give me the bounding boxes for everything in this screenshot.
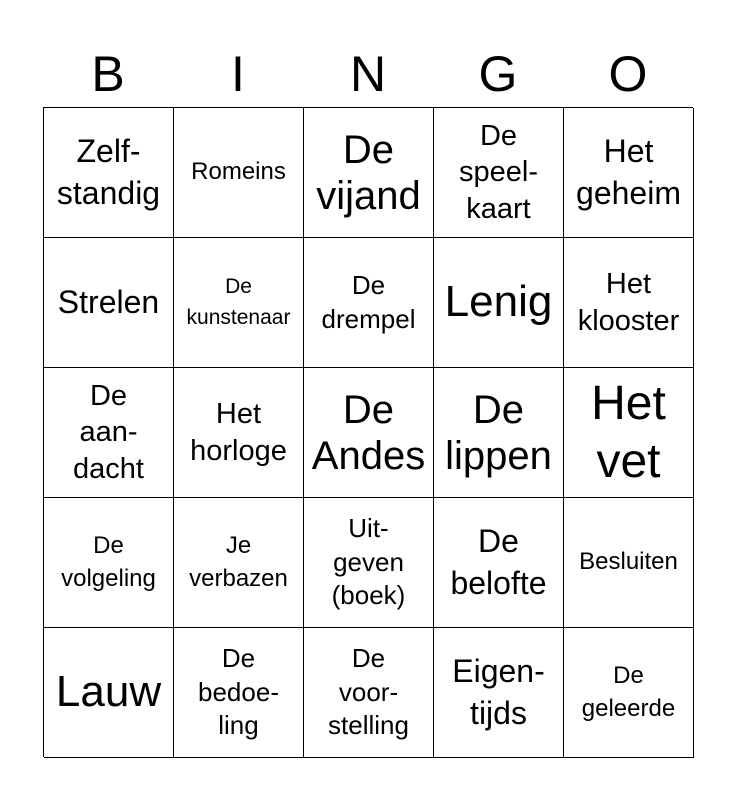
bingo-cell[interactable]: [564, 628, 694, 758]
cell-text: Het vet: [591, 376, 666, 488]
bingo-cell[interactable]: [304, 238, 434, 368]
bingo-cell[interactable]: [434, 498, 564, 628]
cell-text: Eigen- tijds: [452, 652, 545, 731]
header-letter-i: I: [231, 46, 245, 102]
bingo-cell[interactable]: [44, 628, 174, 758]
header-letter-g: G: [478, 46, 518, 102]
cell-text: De belofte: [450, 522, 547, 601]
cell-text: Het horloge: [190, 398, 287, 467]
cell-text: Besluiten: [579, 548, 678, 576]
bingo-cell[interactable]: [174, 628, 304, 758]
bingo-cell[interactable]: [44, 498, 174, 628]
bingo-cell[interactable]: [434, 108, 564, 238]
bingo-header: [43, 44, 693, 104]
header-letter-n: N: [349, 46, 387, 102]
cell-text: De Andes: [311, 387, 426, 478]
bingo-cell[interactable]: [434, 238, 564, 368]
bingo-cell[interactable]: [304, 498, 434, 628]
bingo-cell[interactable]: [564, 238, 694, 368]
bingo-cell[interactable]: [304, 368, 434, 498]
bingo-cell[interactable]: [434, 368, 564, 498]
bingo-cell[interactable]: [44, 368, 174, 498]
bingo-cell[interactable]: [304, 108, 434, 238]
cell-text: Strelen: [57, 283, 160, 320]
cell-text: De kunstenaar: [186, 275, 291, 329]
cell-text: De drempel: [321, 269, 416, 334]
bingo-cell[interactable]: [174, 498, 304, 628]
cell-text: Het geheim: [576, 132, 681, 211]
cell-text: De speel- kaart: [459, 120, 538, 225]
cell-text: Het klooster: [577, 268, 680, 337]
cell-text: De aan- dacht: [73, 380, 144, 485]
cell-text: De geleerde: [581, 662, 676, 722]
cell-text: De volgeling: [61, 532, 156, 592]
cell-text: Je verbazen: [189, 532, 288, 592]
bingo-cell[interactable]: [174, 238, 304, 368]
bingo-cell[interactable]: [564, 498, 694, 628]
cell-text: Zelf- standig: [56, 132, 161, 211]
cell-text: Lauw: [55, 667, 162, 717]
header-letter-b: B: [91, 46, 125, 102]
header-letter-o: O: [608, 46, 648, 102]
bingo-grid: [43, 107, 693, 757]
cell-text: De bedoe- ling: [198, 642, 279, 741]
bingo-cell[interactable]: [564, 368, 694, 498]
bingo-cell[interactable]: [564, 108, 694, 238]
bingo-cell[interactable]: [304, 628, 434, 758]
bingo-cell[interactable]: [174, 368, 304, 498]
bingo-cell[interactable]: [44, 108, 174, 238]
cell-text: De voor- stelling: [328, 642, 409, 741]
cell-text: Uit- geven (boek): [331, 512, 406, 611]
bingo-cell[interactable]: [434, 628, 564, 758]
cell-text: De vijand: [316, 127, 421, 218]
cell-text: Romeins: [191, 158, 286, 186]
bingo-cell[interactable]: [174, 108, 304, 238]
bingo-cell[interactable]: [44, 238, 174, 368]
cell-text: Lenig: [444, 277, 553, 327]
cell-text: De lippen: [445, 387, 552, 478]
